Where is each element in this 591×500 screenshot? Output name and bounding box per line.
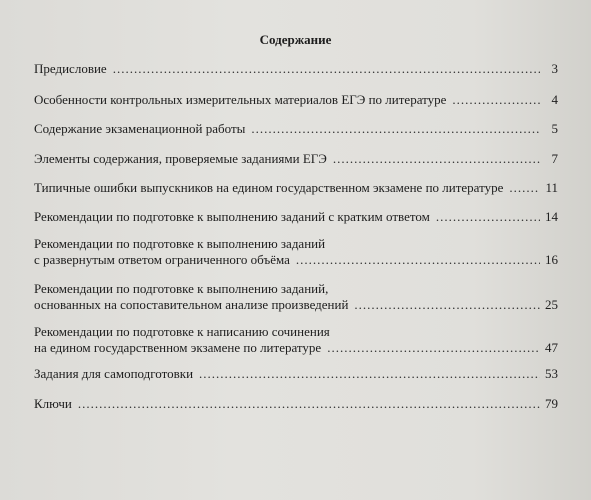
toc-page-number: 25 <box>545 297 558 312</box>
toc-entry-content-elements <box>34 151 558 167</box>
toc-page-number: 4 <box>551 92 558 107</box>
toc-leader-dots <box>251 121 540 137</box>
toc-page-number: 14 <box>545 209 558 224</box>
toc-entry-title-line: Рекомендации по подготовке к выполнению заданий, <box>34 281 329 296</box>
toc-entry-title: Элементы содержания, проверяемые заданиями ЕГЭ <box>34 151 327 166</box>
toc-entry-extended-answer <box>34 236 558 268</box>
toc-entry-title: Предисловие <box>34 61 107 76</box>
toc-leader-dots <box>333 151 540 167</box>
toc-leader-dots <box>436 209 540 225</box>
toc-entry-title: Задания для самоподготовки <box>34 366 194 381</box>
toc-page-number: 7 <box>551 151 558 166</box>
toc-page-number: 16 <box>545 252 558 267</box>
toc-leader-dots <box>452 92 540 108</box>
toc-leader-dots <box>327 340 540 356</box>
toc-page-number: 3 <box>551 61 558 76</box>
toc-page-number: 53 <box>545 366 558 381</box>
toc-entry-essay <box>34 324 558 356</box>
toc-page-number: 47 <box>545 340 558 355</box>
toc-entry-exam-content <box>34 121 558 137</box>
toc-page-number: 11 <box>545 180 558 195</box>
toc-entry-short-answer <box>34 209 558 225</box>
toc-entry-title-line: основанных на сопоставительном анализе произведений <box>34 297 349 312</box>
toc-leader-dots <box>78 396 540 412</box>
toc-entry-typical-errors <box>34 180 558 196</box>
toc-entry-title: Ключи <box>34 396 72 411</box>
toc-leader-dots <box>113 61 540 77</box>
toc-page-number: 5 <box>551 121 558 136</box>
toc-entry-title: Рекомендации по подготовке к выполнению заданий с кратким ответом <box>34 209 430 224</box>
toc-entry-preface <box>34 61 558 77</box>
toc-leader-dots <box>509 180 540 196</box>
toc-entry-comparative-analysis <box>34 281 558 313</box>
page-title: Содержание <box>259 32 332 47</box>
toc-entry-title-line: Рекомендации по подготовке к написанию сочинения <box>34 324 330 339</box>
toc-leader-dots <box>199 366 540 382</box>
toc-entry-title: Содержание экзаменационной работы <box>34 121 246 136</box>
toc-entry-title-line: с развернутым ответом ограниченного объёма <box>34 252 290 267</box>
toc-leader-dots <box>354 297 540 313</box>
toc-page-number: 79 <box>545 396 558 411</box>
toc-entry-title-line: Рекомендации по подготовке к выполнению заданий <box>34 236 326 251</box>
toc-leader-dots <box>296 252 540 268</box>
toc-entry-title-line: на едином государственном экзамене по литературе <box>34 340 322 355</box>
toc-entry-self-prep <box>34 366 558 382</box>
toc-entry-kim-features <box>34 92 558 108</box>
toc-entry-title: Типичные ошибки выпускников на едином государственном экзамене по литературе <box>34 180 504 195</box>
toc-entry-keys <box>34 396 558 412</box>
toc-entry-title: Особенности контрольных измерительных материалов ЕГЭ по литературе <box>34 92 447 107</box>
